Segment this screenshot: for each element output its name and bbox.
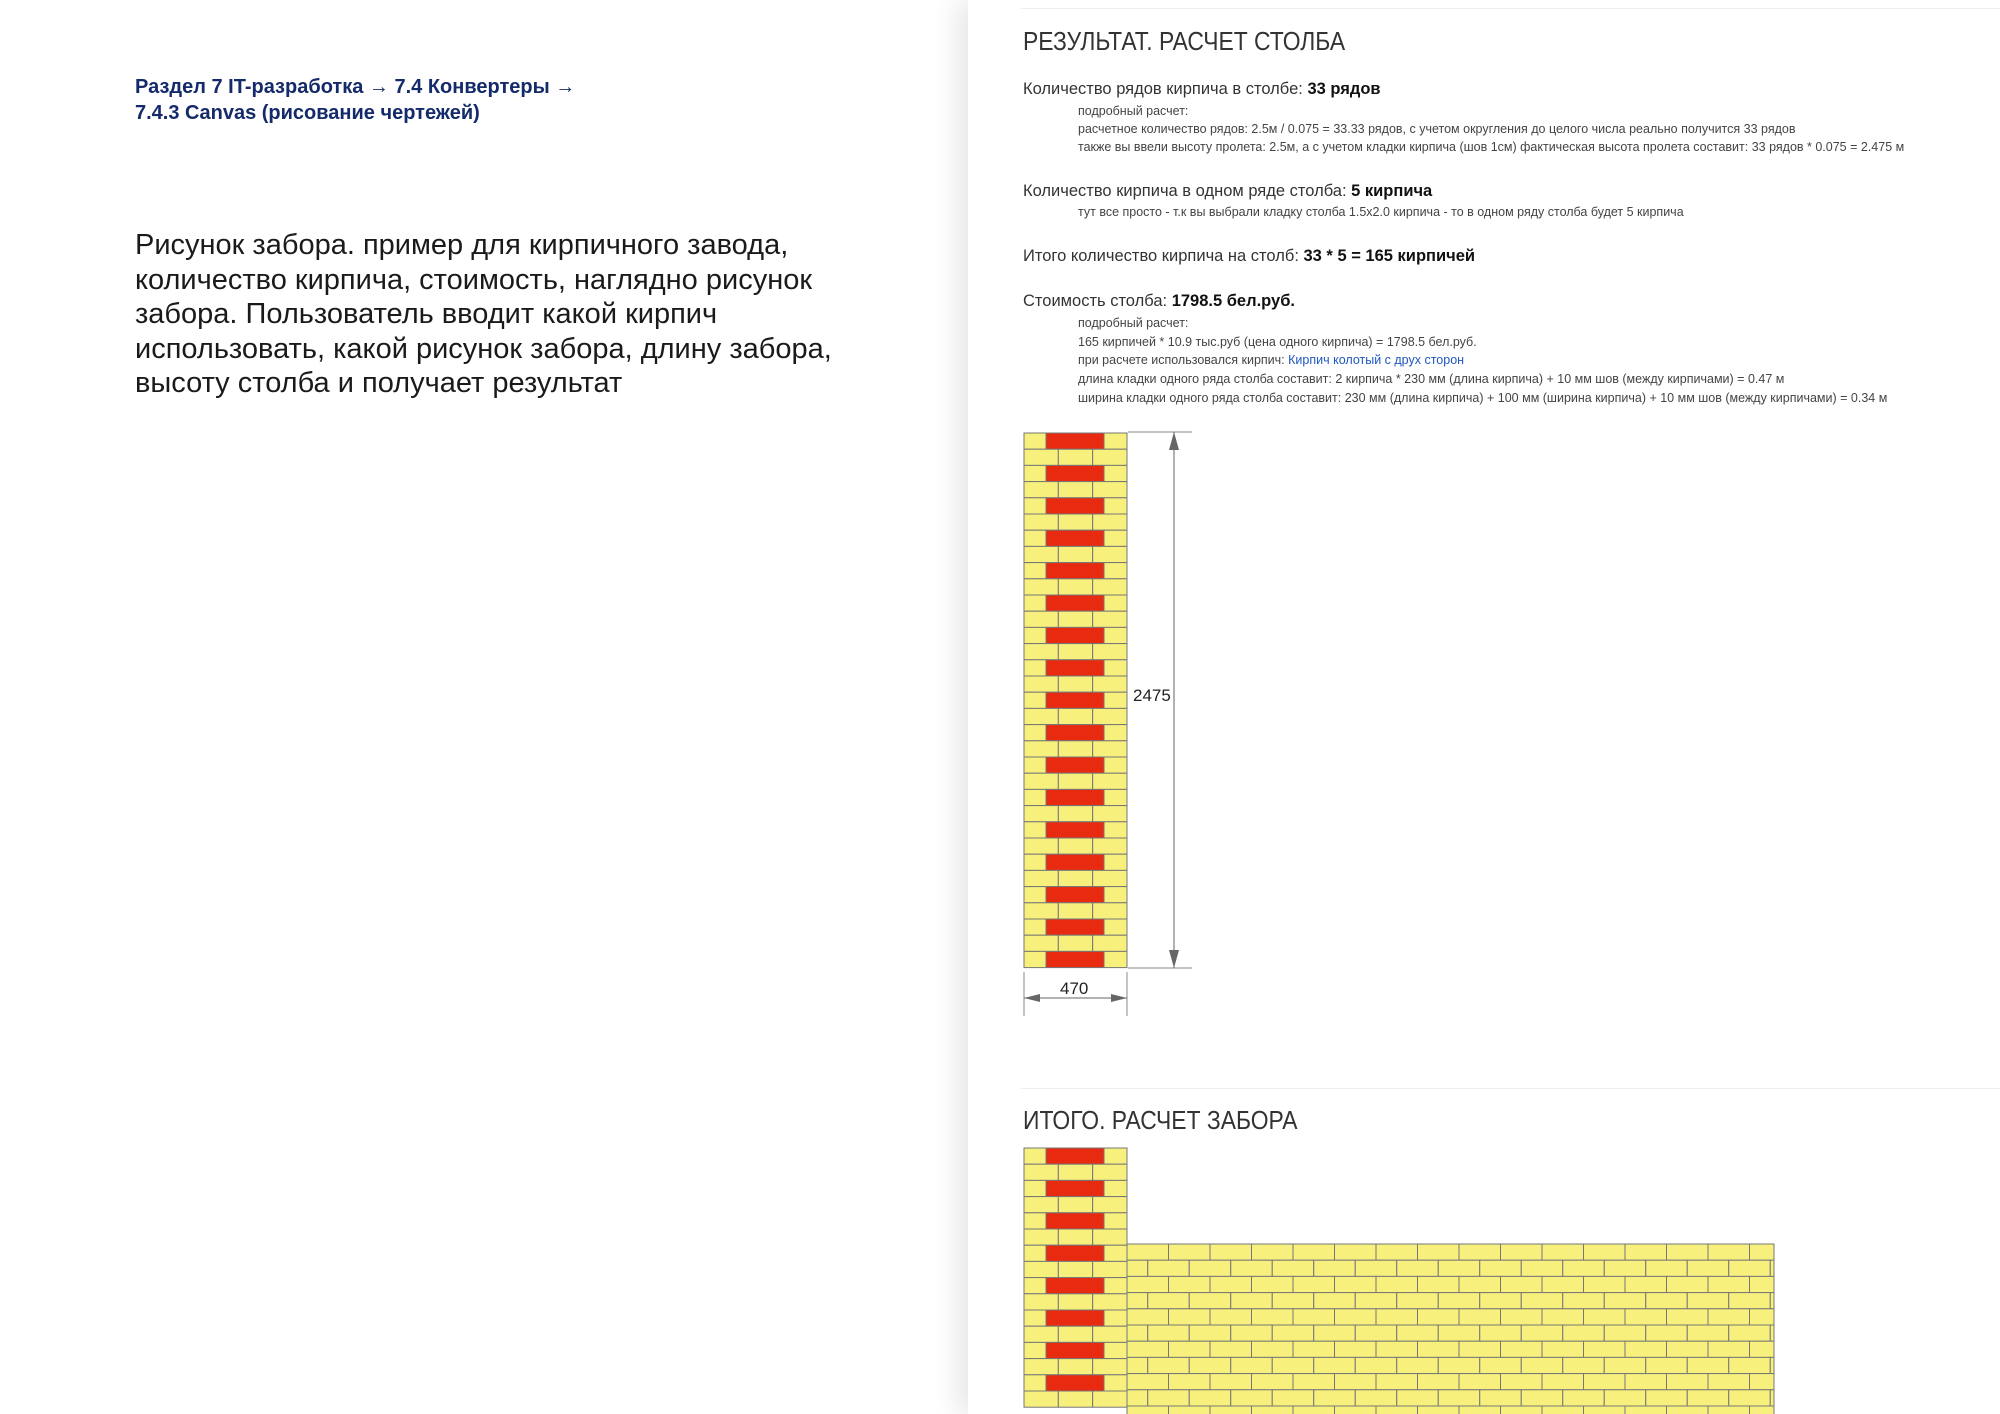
pillar-brick	[1104, 1342, 1127, 1358]
fence-brick	[1397, 1325, 1439, 1341]
pillar-cost-value: 1798.5 бел.руб.	[1171, 292, 1295, 310]
pillar-brick	[1093, 1326, 1127, 1342]
fence-brick	[1293, 1309, 1335, 1325]
pillar-brick	[1024, 1245, 1046, 1261]
fence-brick	[1501, 1276, 1543, 1292]
pillar-brick	[1024, 1180, 1046, 1196]
pillar-brick-red	[1046, 1278, 1104, 1294]
fence-brick	[1584, 1406, 1626, 1414]
fence-brick	[1169, 1244, 1211, 1260]
fence-brick	[1148, 1390, 1190, 1406]
fence-brick	[1480, 1260, 1522, 1276]
fence-brick	[1355, 1390, 1397, 1406]
pillar-brick	[1024, 1294, 1058, 1310]
breadcrumb-arrow: →	[549, 76, 576, 98]
fence-brick	[1459, 1276, 1501, 1292]
fence-brick	[1750, 1244, 1775, 1260]
fence-brick	[1438, 1293, 1480, 1309]
pillar-brick	[1058, 1261, 1092, 1277]
fence-brick	[1252, 1406, 1294, 1414]
fence-brick	[1687, 1293, 1729, 1309]
pillar-brick	[1104, 1245, 1127, 1261]
fence-brick	[1127, 1325, 1148, 1341]
pillar-brick	[1024, 1148, 1046, 1164]
pillar-brick	[1024, 1213, 1046, 1229]
fence-brick	[1418, 1309, 1460, 1325]
fence-brick	[1770, 1390, 1774, 1406]
height-dimension-label: 2475	[1133, 686, 1171, 705]
fence-brick	[1335, 1244, 1377, 1260]
fence-brick	[1127, 1260, 1148, 1276]
fence-brick	[1729, 1260, 1771, 1276]
fence-brick	[1729, 1293, 1771, 1309]
rows-height-text: также вы ввели высоту пролета: 2.5м, а с учетом кладки кирпича (шов 1см) фактическая высота пролета составит: 33 рядов * 0.075 = 2.475 м	[1078, 140, 1905, 154]
fence-brick	[1729, 1357, 1771, 1373]
fence-brick	[1708, 1276, 1750, 1292]
fence-brick	[1376, 1276, 1418, 1292]
fence-brick	[1210, 1309, 1252, 1325]
fence-brick	[1521, 1260, 1563, 1276]
fence-brick	[1501, 1244, 1543, 1260]
fence-brick	[1376, 1244, 1418, 1260]
fence-brick	[1770, 1325, 1774, 1341]
fence-brick	[1459, 1244, 1501, 1260]
fence-brick	[1604, 1325, 1646, 1341]
fence-brick	[1148, 1293, 1190, 1309]
rows-calc-text: расчетное количество рядов: 2.5м / 0.075 = 33.33 рядов, с учетом округления до целого числа реально получится 33 рядов	[1078, 122, 1796, 136]
pillar-brick-red	[1046, 1213, 1104, 1229]
pillar-cost-label: Стоимость столба:	[1023, 292, 1168, 310]
pillar-brick	[1104, 1375, 1127, 1391]
fence-brick	[1563, 1260, 1605, 1276]
fence-brick	[1189, 1260, 1231, 1276]
fence-brick	[1625, 1341, 1667, 1357]
fence-brick	[1335, 1341, 1377, 1357]
fence-brick	[1293, 1374, 1335, 1390]
fence-brick	[1189, 1293, 1231, 1309]
fence-brick	[1376, 1406, 1418, 1414]
fence-brick	[1708, 1309, 1750, 1325]
pillar-brick	[1104, 1148, 1127, 1164]
fence-brick	[1521, 1293, 1563, 1309]
brick-used-label: при расчете использовался кирпич:	[1078, 353, 1285, 367]
fence-brick	[1584, 1244, 1626, 1260]
fence-brick	[1625, 1244, 1667, 1260]
fence-brick	[1293, 1341, 1335, 1357]
fence-brick	[1272, 1260, 1314, 1276]
fence-brick	[1708, 1406, 1750, 1414]
fence-brick	[1729, 1325, 1771, 1341]
width-dimension-label: 470	[1060, 979, 1089, 998]
fence-brick	[1127, 1374, 1169, 1390]
fence-brick	[1584, 1309, 1626, 1325]
fence-brick	[1542, 1309, 1584, 1325]
result-title: РЕЗУЛЬТАТ. РАСЧЕТ СТОЛБА	[1023, 26, 1346, 56]
detail-label: подробный расчет:	[1078, 104, 1189, 118]
fence-brick	[1584, 1341, 1626, 1357]
fence-brick	[1293, 1406, 1335, 1414]
fence-brick	[1501, 1374, 1543, 1390]
fence-brick	[1563, 1325, 1605, 1341]
fence-brick	[1542, 1244, 1584, 1260]
fence-brick	[1646, 1293, 1688, 1309]
breadcrumb-arrow: →	[363, 76, 395, 98]
fence-brick	[1646, 1325, 1688, 1341]
fence-brick	[1335, 1309, 1377, 1325]
fence-brick	[1563, 1357, 1605, 1373]
fence-brick	[1314, 1325, 1356, 1341]
fence-brick	[1708, 1244, 1750, 1260]
fence-brick	[1604, 1357, 1646, 1373]
fence-brick	[1127, 1276, 1169, 1292]
fence-brick	[1397, 1260, 1439, 1276]
fence-brick	[1604, 1390, 1646, 1406]
fence-brick	[1272, 1390, 1314, 1406]
pillar-brick	[1093, 1294, 1127, 1310]
fence-brick	[1667, 1341, 1709, 1357]
fence-brick	[1459, 1374, 1501, 1390]
pillar-brick-red	[1046, 1245, 1104, 1261]
fence-brick	[1604, 1260, 1646, 1276]
fence-brick	[1272, 1357, 1314, 1373]
fence-brick	[1418, 1374, 1460, 1390]
fence-brick	[1729, 1390, 1771, 1406]
fence-brick	[1148, 1325, 1190, 1341]
fence-brick	[1189, 1325, 1231, 1341]
fence-brick	[1687, 1325, 1729, 1341]
bricks-per-row-label: Количество кирпича в одном ряде столба:	[1023, 182, 1347, 200]
pillar-brick	[1024, 1278, 1046, 1294]
pillar-brick	[1024, 1164, 1058, 1180]
brick-type-link[interactable]: Кирпич колотый с друх сторон	[1288, 353, 1465, 367]
fence-brick	[1169, 1341, 1211, 1357]
fence-brick	[1376, 1341, 1418, 1357]
pillar-brick	[1093, 1197, 1127, 1213]
fence-brick	[1501, 1341, 1543, 1357]
fence-brick	[1708, 1341, 1750, 1357]
fence-brick	[1667, 1244, 1709, 1260]
fence-brick	[1542, 1374, 1584, 1390]
fence-brick	[1667, 1406, 1709, 1414]
fence-brick	[1687, 1260, 1729, 1276]
fence-brick	[1127, 1357, 1148, 1373]
pillar-brick-red	[1046, 1375, 1104, 1391]
fence-brick	[1231, 1390, 1273, 1406]
pillar-brick-red	[1046, 1148, 1104, 1164]
fence-brick	[1169, 1406, 1211, 1414]
pillar-brick	[1093, 1164, 1127, 1180]
fence-brick	[1231, 1260, 1273, 1276]
fence-brick	[1272, 1293, 1314, 1309]
fence-brick	[1625, 1374, 1667, 1390]
fence-brick	[1418, 1406, 1460, 1414]
fence-brick	[1418, 1244, 1460, 1260]
fence-brick	[1231, 1293, 1273, 1309]
fence-brick	[1750, 1341, 1775, 1357]
fence-brick	[1750, 1406, 1775, 1414]
fence-brick	[1127, 1341, 1169, 1357]
pillar-brick	[1104, 1278, 1127, 1294]
fence-brick	[1646, 1390, 1688, 1406]
fence-brick	[1314, 1260, 1356, 1276]
fence-brick	[1127, 1244, 1169, 1260]
fence-brick	[1625, 1276, 1667, 1292]
length-calc-text: длина кладки одного ряда столба составит: 2 кирпича * 230 мм (длина кирпича) + 10 мм шов (между кирпичами) = 0.47 м	[1078, 372, 1785, 386]
pillar-brick	[1058, 1294, 1092, 1310]
fence-brick	[1314, 1293, 1356, 1309]
fence-brick	[1314, 1357, 1356, 1373]
fence-brick	[1148, 1260, 1190, 1276]
pillar-brick	[1058, 1229, 1092, 1245]
fence-brick	[1750, 1309, 1775, 1325]
fence-brick	[1750, 1276, 1775, 1292]
pillar-brick	[1024, 1342, 1046, 1358]
fence-brick	[1252, 1341, 1294, 1357]
fence-brick	[1335, 1406, 1377, 1414]
fence-brick	[1750, 1374, 1775, 1390]
fence-brick	[1376, 1309, 1418, 1325]
fence-brick	[1438, 1260, 1480, 1276]
fence-brick	[1252, 1374, 1294, 1390]
fence-brick	[1563, 1293, 1605, 1309]
cost-calc-text: 165 кирпичей * 10.9 тыс.руб (цена одного кирпича) = 1798.5 бел.руб.	[1078, 335, 1477, 349]
fence-brick	[1770, 1293, 1774, 1309]
fence-brick	[1459, 1309, 1501, 1325]
rows-count-label: Количество рядов кирпича в столбе:	[1023, 80, 1303, 98]
rows-count-value: 33 рядов	[1307, 80, 1381, 98]
pillar-brick	[1104, 1310, 1127, 1326]
pillar-brick	[1024, 1261, 1058, 1277]
pillar-brick	[1058, 1326, 1092, 1342]
fence-brick	[1169, 1276, 1211, 1292]
pillar-brick	[1058, 1359, 1092, 1375]
pillar-brick	[1024, 1375, 1046, 1391]
pillar-brick-red	[1046, 1180, 1104, 1196]
fence-brick	[1646, 1260, 1688, 1276]
fence-brick	[1252, 1309, 1294, 1325]
fence-brick	[1521, 1325, 1563, 1341]
total-bricks-value: 33 * 5 = 165 кирпичей	[1303, 247, 1476, 265]
description-text: Рисунок забора. пример для кирпичного завода, количество кирпича, стоимость, наглядно рисунок забора. Пользователь вводит какой кирпич использовать, какой рисунок забора, длину забора, высоту столба и получает результат	[135, 229, 832, 399]
pillar-brick-red	[1046, 1342, 1104, 1358]
fence-brick	[1625, 1309, 1667, 1325]
fence-brick	[1501, 1406, 1543, 1414]
fence-brick	[1169, 1374, 1211, 1390]
fence-brick	[1667, 1374, 1709, 1390]
pillar-brick	[1093, 1229, 1127, 1245]
fence-brick	[1376, 1374, 1418, 1390]
pillar-brick	[1058, 1164, 1092, 1180]
fence-brick	[1480, 1293, 1522, 1309]
breadcrumb-subsection[interactable]: 7.4 Конвертеры	[394, 76, 550, 98]
fence-brick	[1687, 1390, 1729, 1406]
fence-brick	[1708, 1374, 1750, 1390]
fence-brick	[1355, 1357, 1397, 1373]
fence-brick	[1480, 1325, 1522, 1341]
fence-brick	[1542, 1406, 1584, 1414]
fence-brick	[1584, 1374, 1626, 1390]
fence-brick	[1397, 1390, 1439, 1406]
fence-brick	[1480, 1390, 1522, 1406]
fence-brick	[1604, 1293, 1646, 1309]
pillar-brick	[1104, 1180, 1127, 1196]
fence-brick	[1231, 1357, 1273, 1373]
fence-brick	[1480, 1357, 1522, 1373]
pillar-brick	[1058, 1197, 1092, 1213]
fence-brick	[1584, 1276, 1626, 1292]
pillar-brick-red	[1046, 1310, 1104, 1326]
fence-brick	[1335, 1276, 1377, 1292]
fence-brick	[1189, 1357, 1231, 1373]
fence-brick	[1770, 1260, 1774, 1276]
fence-brick	[1210, 1374, 1252, 1390]
fence-brick	[1521, 1357, 1563, 1373]
pillar-brick	[1024, 1197, 1058, 1213]
fence-brick	[1438, 1390, 1480, 1406]
fence-brick	[1397, 1357, 1439, 1373]
fence-brick	[1770, 1357, 1774, 1373]
fence-brick	[1563, 1390, 1605, 1406]
fence-title: ИТОГО. РАСЧЕТ ЗАБОРА	[1023, 1105, 1298, 1135]
fence-brick	[1646, 1357, 1688, 1373]
fence-brick	[1355, 1293, 1397, 1309]
pillar-brick	[1024, 1310, 1046, 1326]
pillar-brick	[1093, 1391, 1127, 1407]
fence-brick	[1521, 1390, 1563, 1406]
fence-brick	[1542, 1341, 1584, 1357]
pillar-brick	[1093, 1261, 1127, 1277]
bricks-per-row-value: 5 кирпича	[1351, 182, 1433, 200]
fence-brick	[1314, 1390, 1356, 1406]
fence-brick	[1355, 1260, 1397, 1276]
fence-brick	[1210, 1341, 1252, 1357]
fence-brick	[1459, 1406, 1501, 1414]
fence-brick	[1625, 1406, 1667, 1414]
total-bricks-label: Итого количество кирпича на столб:	[1023, 247, 1299, 265]
fence-brick	[1231, 1325, 1273, 1341]
fence-brick	[1501, 1309, 1543, 1325]
cost-detail-label: подробный расчет:	[1078, 316, 1189, 330]
fence-brick	[1272, 1325, 1314, 1341]
fence-brick	[1418, 1341, 1460, 1357]
fence-brick	[1252, 1276, 1294, 1292]
fence-brick	[1293, 1276, 1335, 1292]
breadcrumb-current: 7.4.3 Canvas (рисование чертежей)	[135, 102, 480, 124]
fence-brick	[1335, 1374, 1377, 1390]
fence-brick	[1438, 1357, 1480, 1373]
fence-brick	[1148, 1357, 1190, 1373]
fence-brick	[1189, 1390, 1231, 1406]
fence-brick	[1355, 1325, 1397, 1341]
fence-brick	[1293, 1244, 1335, 1260]
pillar-brick	[1024, 1359, 1058, 1375]
fence-brick	[1127, 1406, 1169, 1414]
pillar-brick	[1024, 1229, 1058, 1245]
pillar-brick	[1024, 1326, 1058, 1342]
fence-brick	[1169, 1309, 1211, 1325]
fence-brick	[1127, 1309, 1169, 1325]
pillar-brick	[1093, 1359, 1127, 1375]
fence-brick	[1667, 1276, 1709, 1292]
fence-brick	[1459, 1341, 1501, 1357]
pillar-brick	[1024, 1391, 1058, 1407]
pillar-brick	[1104, 1213, 1127, 1229]
fence-brick	[1687, 1357, 1729, 1373]
fence-brick	[1210, 1244, 1252, 1260]
fence-brick	[1210, 1276, 1252, 1292]
pillar-brick	[1058, 1391, 1092, 1407]
fence-brick	[1210, 1406, 1252, 1414]
fence-brick	[1542, 1276, 1584, 1292]
breadcrumb-section[interactable]: Раздел 7 IT-разработка	[135, 76, 364, 98]
bricks-per-row-note: тут все просто - т.к вы выбрали кладку столба 1.5х2.0 кирпича - то в одном ряду столба будет 5 кирпича	[1078, 205, 1684, 219]
fence-brick	[1438, 1325, 1480, 1341]
width-calc-text: ширина кладки одного ряда столба составит: 230 мм (длина кирпича) + 100 мм (ширина кирпича) + 10 мм шов (между кирпичами) = 0.34 м	[1078, 391, 1888, 405]
fence-brick	[1252, 1244, 1294, 1260]
fence-brick	[1127, 1390, 1148, 1406]
fence-brick	[1418, 1276, 1460, 1292]
fence-brick	[1127, 1293, 1148, 1309]
fence-brick	[1667, 1309, 1709, 1325]
fence-brick	[1397, 1293, 1439, 1309]
